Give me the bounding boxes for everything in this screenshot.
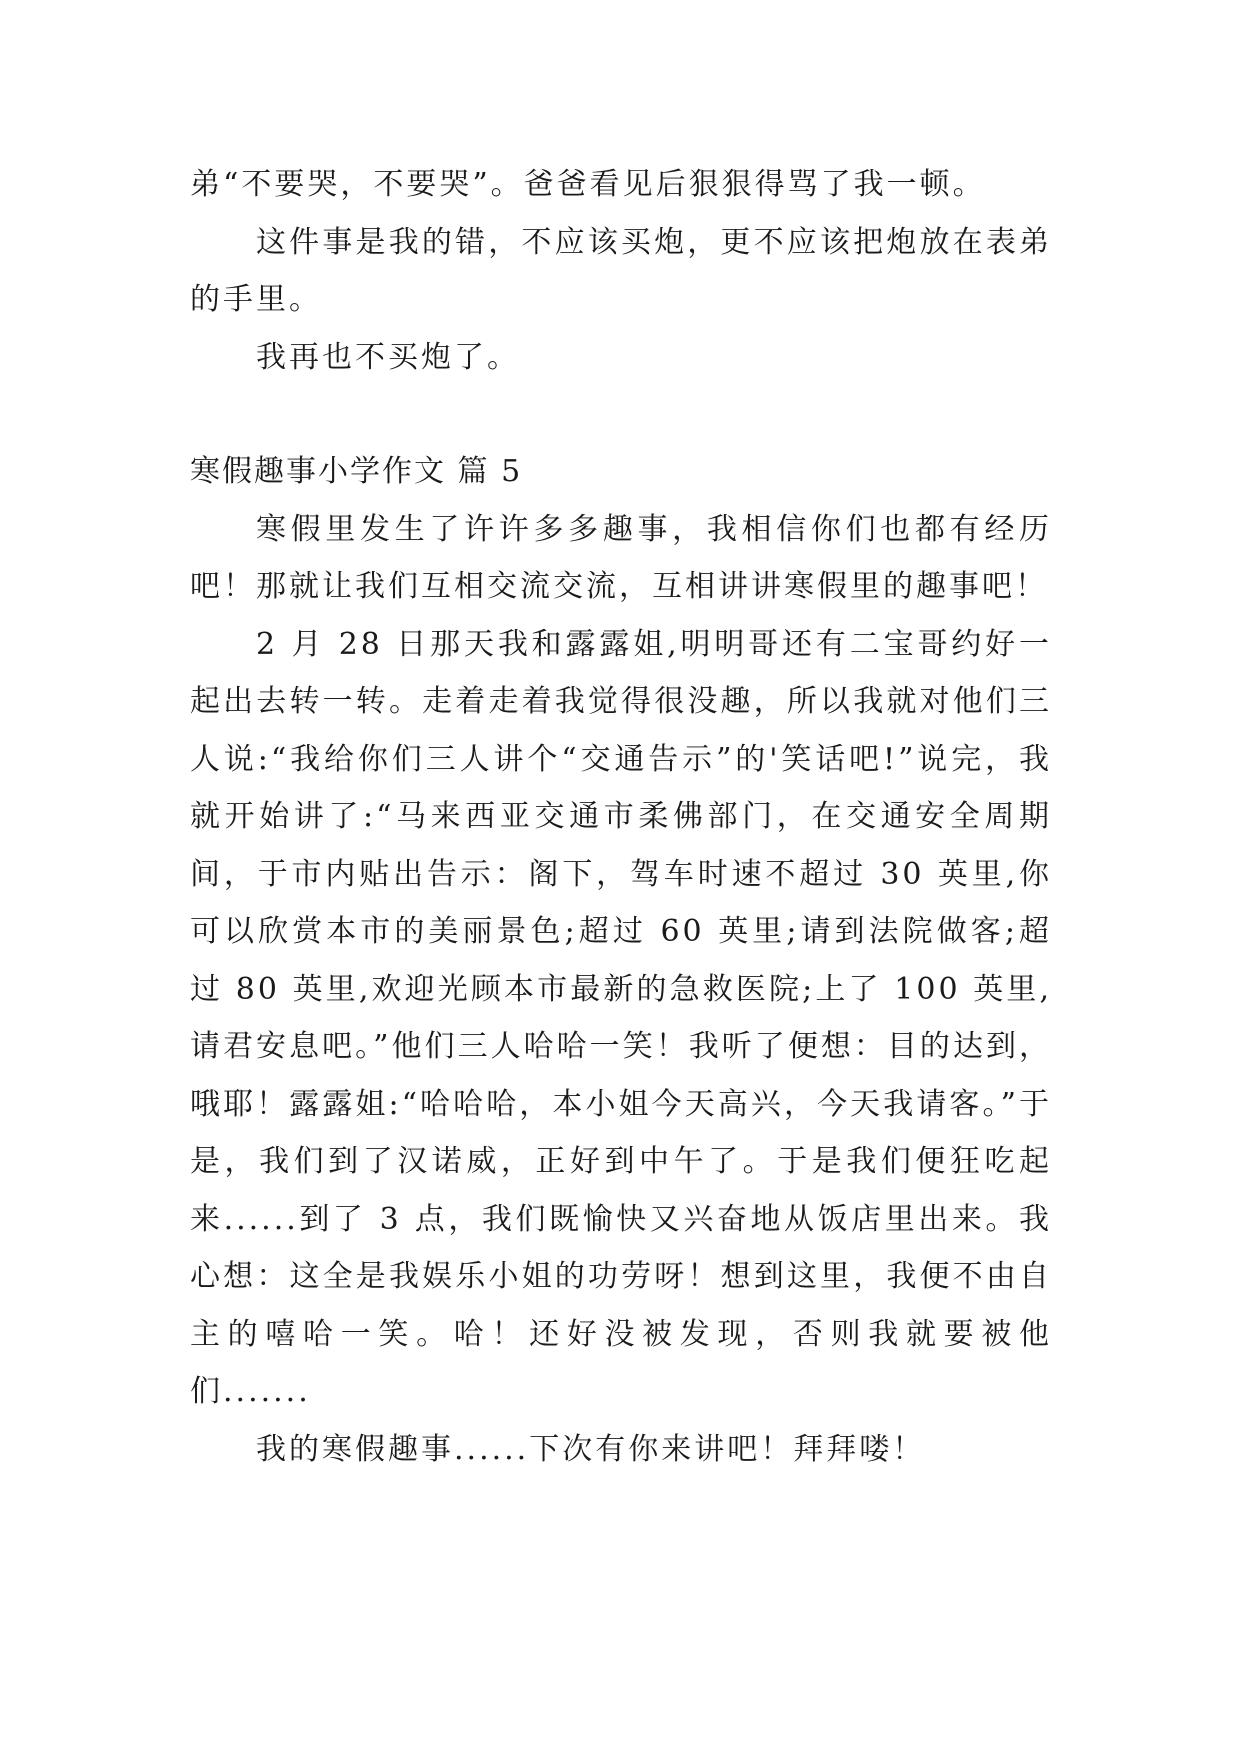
paragraph-4: 寒假里发生了许许多多趣事，我相信你们也都有经历吧！那就让我们互相交流交流，互相讲讲寒假里的趣事吧！ — [190, 511, 1052, 604]
section-title: 寒假趣事小学作文 篇 5 — [190, 454, 523, 489]
paragraph-2: 这件事是我的错，不应该买炮，更不应该把炮放在表弟的手里。 — [190, 224, 1052, 317]
paragraph-6: 我的寒假趣事......下次有你来讲吧！拜拜喽！ — [256, 1431, 926, 1467]
paragraph-1: 弟“不要哭，不要哭”。爸爸看见后狠狠得骂了我一顿。 — [190, 167, 986, 202]
paragraph-5: 2 月 28 日那天我和露露姐,明明哥还有二宝哥约好一起出去转一转。走着走着我觉得很没趣，所以我就对他们三人说:“我给你们三人讲个“交通告示”的'笑话吧!”说完，我就开始讲了:“马来西亚交通市柔佛部门，在交通安全周期间，于市内贴出告示：阁下，驾车时速不超过 30 英里,你可以欣赏本市的美丽景色;超过 60 英里;请到法院做客;超过 80 英里,欢迎光顾本市最新的急救医院;上了 100 英里,请君安息吧。”他们三人哈哈一笑！我听了便想：目的达到，哦耶！露露姐:“哈哈哈，本小姐今天高兴，今天我请客。”于是，我们到了汉诺威，正好到中午了。于是我们便狂吃起来......到了 3 点，我们既愉快又兴奋地从饭店里出来。我心想：这全是我娱乐小姐的功劳呀！想到这里，我便不由自主的嘻哈一笑。哈！还好没被发现，否则我就要被他们....... — [190, 626, 1052, 1409]
section-gap — [190, 386, 1052, 443]
paragraph-3: 我再也不买炮了。 — [256, 339, 520, 375]
document-body — [190, 156, 1052, 1478]
